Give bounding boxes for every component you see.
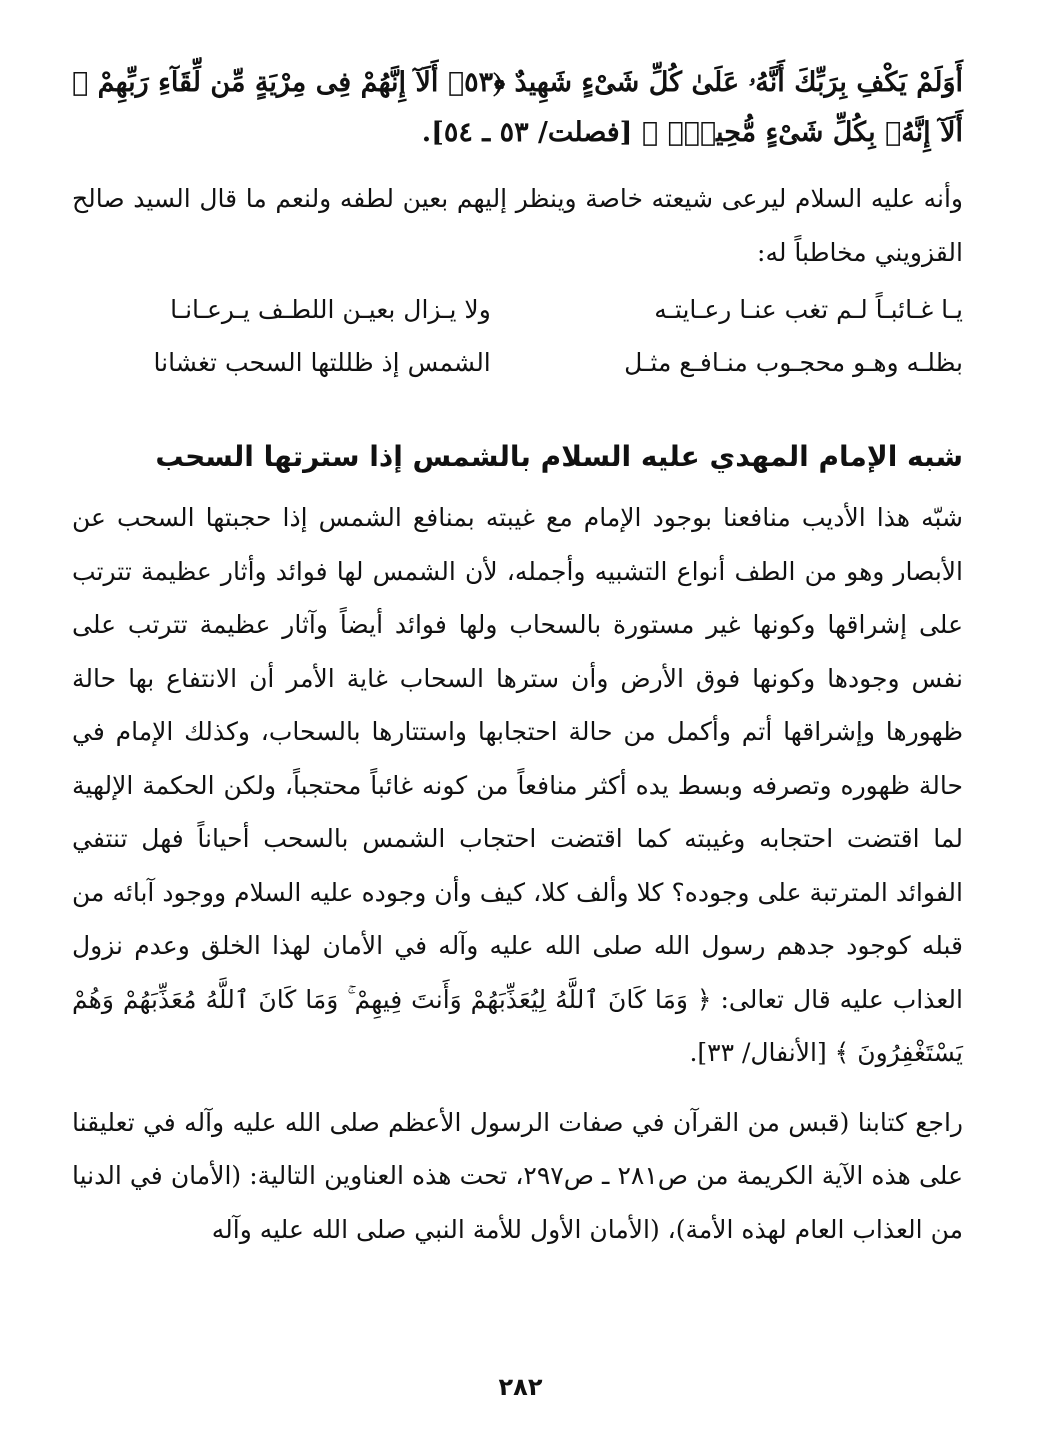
quran-verse-fussilat: أَوَلَمْ يَكْفِ بِرَبِّكَ أَنَّهُۥ عَلَىٰ كُلِّ شَىْءٍ شَهِيدٌ ﴿٥٣﴾ أَلَآ إِنَّهُمْ فِى مِرْيَةٍ مِّن لِّقَآءِ رَبِّهِمْ ۗ أَلَآ إِنَّهُۥ بِكُلِّ شَىْءٍ مُّحِيطٌۢ ﴾ [فصلت/ ٥٣ ـ ٥٤]. bbox=[72, 67, 963, 148]
paragraph-reference: راجع كتابنا (قبس من القرآن في صفات الرسول الأعظم صلى الله عليه وآله في تعليقنا على هذه الآية الكريمة من ص٢٨١ ـ ص٢٩٧، تحت هذه العناوين التالية: (الأمان في الدنيا من العذاب العام لهذه الأمة)، (الأمان الأول للأمة النبي صلى الله عليه وآله bbox=[72, 1107, 963, 1244]
section-heading: شبه الإمام المهدي عليه السلام بالشمس إذا سترتها السحب bbox=[155, 440, 963, 473]
paragraph-intro: وأنه عليه السلام ليرعى شيعته خاصة وينظر إليهم بعين لطفه ولنعم ما قال السيد صالح القزويني مخاطباً له: bbox=[72, 184, 963, 267]
poem-hemistich-first: بظلـه وهـو محجـوب منـافـع مثـل bbox=[624, 348, 963, 377]
poem-hemistich-first: يـا غـائبـاً لـم تغب عنـا رعـايتـه bbox=[654, 295, 963, 324]
book-page bbox=[72, 58, 963, 1410]
poem-hemistich-second: ولا يـزال بعيـن اللطـف يـرعـانـا bbox=[170, 295, 491, 324]
poem-line bbox=[72, 336, 963, 389]
paragraph-body: شبّه هذا الأديب منافعنا بوجود الإمام مع غيبته بمنافع الشمس إذا حجبتها السحب عن الأبصار وهو من الطف أنواع التشبيه وأجمله، لأن الشمس لها فوائد وأثار عظيمة تترتب على إشراقها وكونها غير مستورة بالسحاب ولها فوائد أيضاً وآثار عظيمة تترتب على نفس وجودها وكونها فوق الأرض وأن سترها السحاب غاية الأمر أن الانتفاع بها حالة ظهورها وإشراقها أتم وأكمل من حالة احتجابها واستتارها بالسحاب، وكذلك الإمام في حالة ظهوره وتصرفه وبسط يده أكثر منافعاً من كونه غائباً محتجباً، ولكن الحكمة الإلهية لما اقتضت احتجابه وغيبته كما اقتضت احتجاب الشمس بالسحب أحياناً فهل تنتفي الفوائد المترتبة على وجوده؟ كلا وألف كلا، كيف وأن وجوده عليه السلام ووجود آبائه من قبله كوجود جدهم رسول الله صلى الله عليه وآله في الأمان لهذا الخلق وعدم نزول العذاب عليه قال تعالى: ﴿ وَمَا كَانَ ٱللَّهُ لِيُعَذِّبَهُمْ وَأَنتَ فِيهِمْ ۚ وَمَا كَانَ ٱللَّهُ مُعَذِّبَهُمْ وَهُمْ يَسْتَغْفِرُونَ ﴾ [الأنفال/ ٣٣]. bbox=[72, 503, 963, 1067]
poem-hemistich-second: الشمس إذ ظللتها السحب تغشانا bbox=[153, 348, 491, 377]
page-number: ٢٨٢ bbox=[498, 1373, 543, 1401]
poem bbox=[72, 283, 963, 389]
poem-line bbox=[72, 283, 963, 336]
